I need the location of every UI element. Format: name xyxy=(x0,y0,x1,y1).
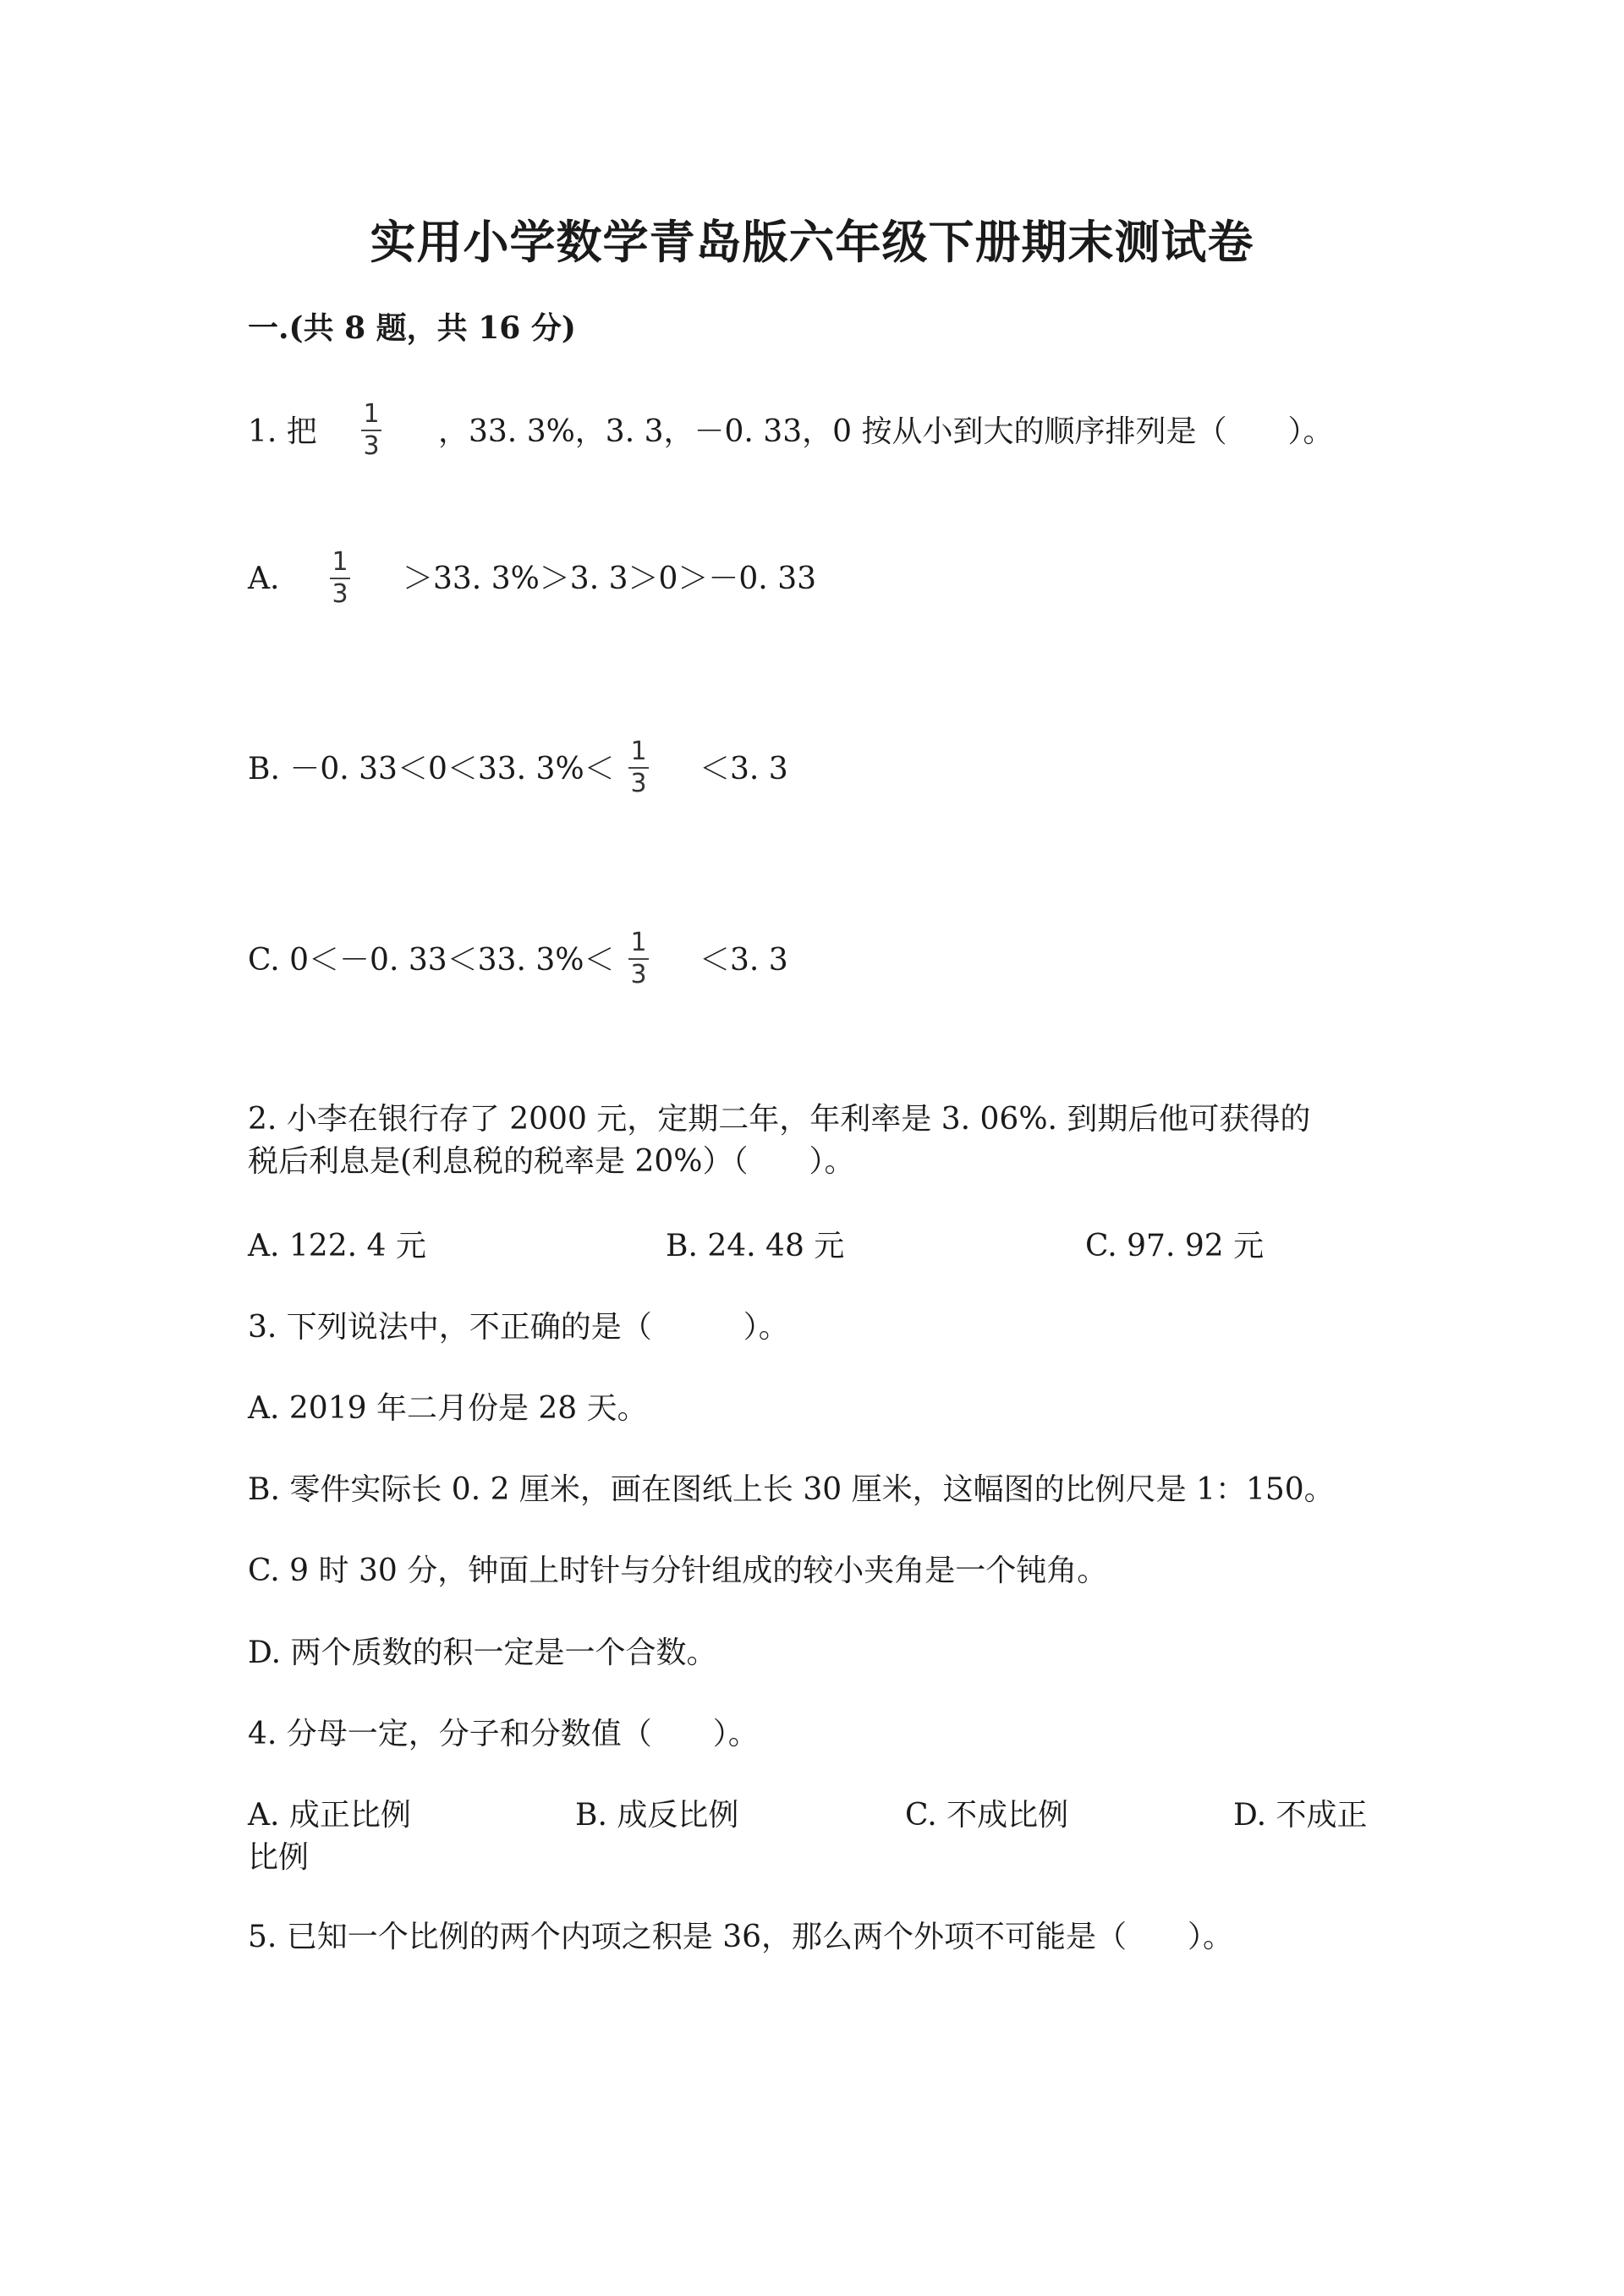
q4-option-a: A. 成正比例 xyxy=(248,1798,411,1833)
q3-option-a: A. 2019 年二月份是 28 天。 xyxy=(248,1391,648,1426)
q5-stem: 5. 已知一个比例的两个内项之积是 36，那么两个外项不可能是（ ）。 xyxy=(248,1920,1234,1954)
q1-option-c-text: C. 0＜－0. 33＜33. 3%＜ xyxy=(248,943,615,978)
q1-fraction xyxy=(361,401,381,460)
q1-stem: ，33. 3%，3. 3，－0. 33，0 按从小到大的顺序排列是（ ）。 xyxy=(438,414,1334,449)
q2-option-a: A. 122. 4 元 xyxy=(248,1229,426,1263)
section-heading: 一.(共 8 题，共 16 分) xyxy=(248,310,576,346)
q4-option-c: C. 不成比例 xyxy=(905,1798,1069,1833)
q4-stem: 4. 分母一定，分子和分数值（ ）。 xyxy=(248,1717,759,1751)
fraction-denominator: 3 xyxy=(363,431,380,461)
fraction-numerator: 1 xyxy=(630,737,647,766)
q3-option-c: C. 9 时 30 分，钟面上时针与分针组成的较小夹角是一个钝角。 xyxy=(248,1553,1108,1588)
q2-option-b: B. 24. 48 元 xyxy=(666,1229,845,1263)
q3-option-b: B. 零件实际长 0. 2 厘米，画在图纸上长 30 厘米，这幅图的比例尺是 1：150。 xyxy=(248,1472,1335,1507)
fraction-numerator: 1 xyxy=(332,547,348,577)
q3-option-d: D. 两个质数的积一定是一个合数。 xyxy=(248,1636,717,1670)
fraction-denominator: 3 xyxy=(332,579,348,609)
q1-option-a-label: A. xyxy=(248,562,280,596)
q1-option-b-text: B. －0. 33＜0＜33. 3%＜ xyxy=(248,752,615,786)
q2-stem-line2: 税后利息是(利息税的税率是 20%）（ ）。 xyxy=(248,1144,855,1179)
fraction-denominator: 3 xyxy=(630,769,647,798)
fraction-numerator: 1 xyxy=(363,399,380,429)
q1-option-b-fraction xyxy=(628,738,649,797)
fraction-numerator: 1 xyxy=(630,928,647,957)
q2-option-c: C. 97. 92 元 xyxy=(1085,1229,1265,1263)
page-title: 实用小学数学青岛版六年级下册期末测试卷 xyxy=(370,215,1254,269)
q1-option-c-fraction xyxy=(628,929,649,989)
q1-option-c-suffix: ＜3. 3 xyxy=(700,943,788,978)
q2-stem-line1: 2. 小李在银行存了 2000 元，定期二年，年利率是 3. 06%. 到期后他可获得的 xyxy=(248,1102,1311,1137)
q3-stem: 3. 下列说法中，不正确的是（ ）。 xyxy=(248,1310,789,1345)
q4-option-d-continued: 比例 xyxy=(248,1840,310,1875)
fraction-denominator: 3 xyxy=(630,960,647,989)
q4-option-d: D. 不成正 xyxy=(1233,1798,1368,1833)
q1-option-b-suffix: ＜3. 3 xyxy=(700,752,788,786)
q1-prefix: 1. 把 xyxy=(248,414,317,449)
q4-option-b: B. 成反比例 xyxy=(575,1798,739,1833)
q1-option-a-fraction xyxy=(330,549,350,608)
q1-option-a-text: ＞33. 3%＞3. 3＞0＞－0. 33 xyxy=(403,562,817,596)
